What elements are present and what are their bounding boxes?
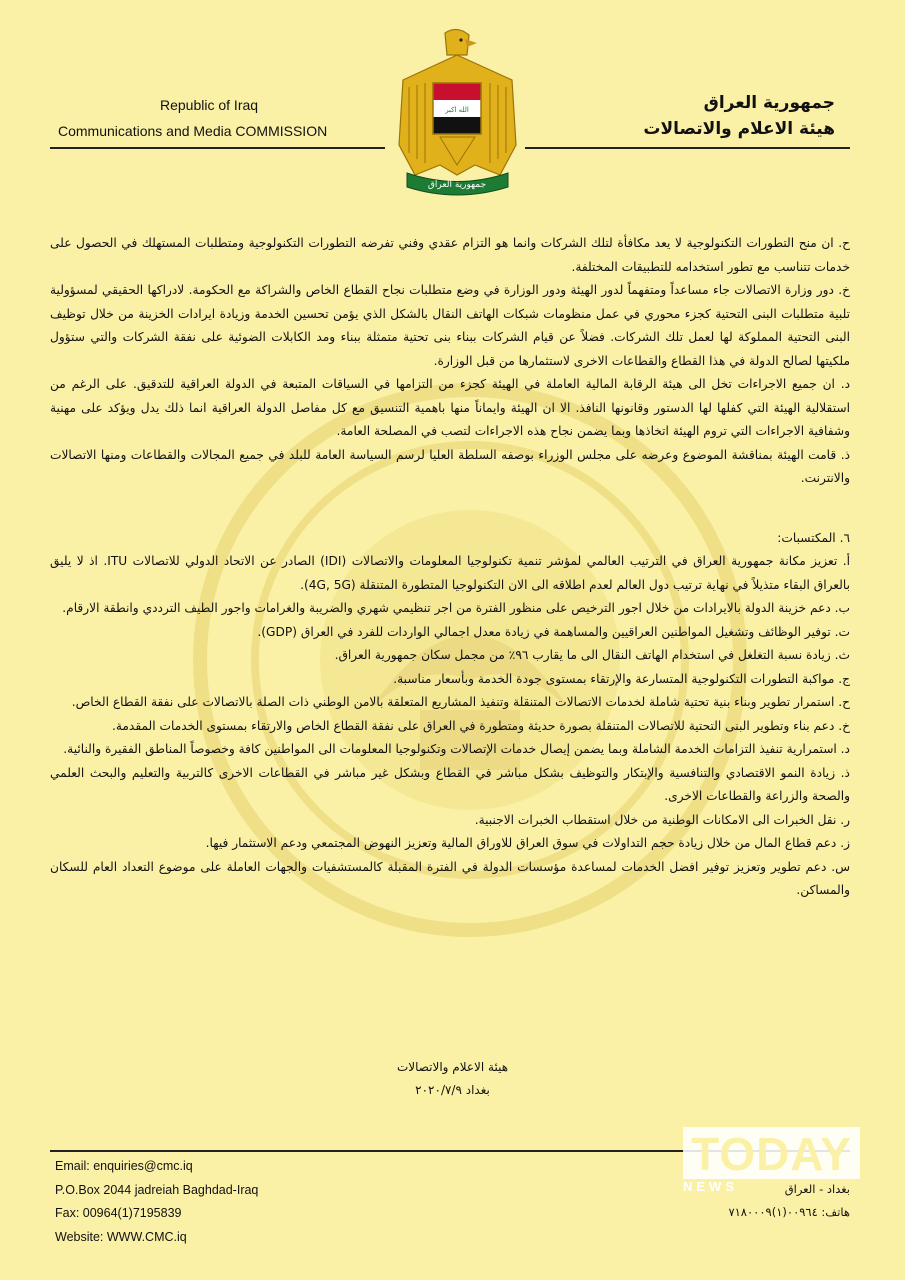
letter-body — [50, 232, 850, 903]
gain-item: ح. استمرار تطوير وبناء بنية تحتية شاملة لخدمات الاتصالات المتنقلة وتنفيذ المشاريع المتعلقة بالامن الوطني ذات الصلة بالاتصالات على نفقة القطاع الخاص. — [71, 695, 850, 709]
emblem-flag-text: الله اكبر — [445, 106, 469, 114]
gain-item: ث. زيادة نسبة التغلغل في استخدام الهاتف النقال الى ما يقارب ٩٦٪ من مجمل سكان جمهورية العراق. — [334, 648, 850, 662]
iraq-eagle-emblem — [395, 25, 520, 197]
gain-item: ج. مواكبة التطورات التكنولوجية المتسارعة والإرتقاء بمستوى جودة الخدمة وبأسعار مناسبة. — [393, 671, 850, 686]
emblem-scroll-text: جمهورية العراق — [427, 180, 487, 190]
gain-item: د. استمرارية تنفيذ التزامات الخدمة الشاملة وبما يضمن إيصال خدمات الإتصالات وتكنولوجيا المعلومات الى المواطنين كافة وخصوصاً المناطق الفقيرة والنائية. — [63, 742, 850, 756]
footer-pobox: P.O.Box 2044 jadreiah Baghdad-Iraq — [55, 1182, 259, 1197]
header-divider-right — [525, 147, 850, 149]
gain-item: ت. توفير الوظائف وتشغيل المواطنين العراقيين والمساهمة في زيادة معدل اجمالي الواردات للفرد في العراق (GDP). — [257, 624, 850, 639]
footer-contacts — [55, 1155, 258, 1249]
gain-item: س. دعم تطوير وتعزيز توفير افضل الخدمات لمساعدة مؤسسات الدولة في الفترة المقبلة كالمستشفيات والجهات العاملة على موضوع التعداد العام للسكان والمساكن. — [50, 859, 850, 897]
signature-org: هيئة الاعلام والاتصالات — [396, 1060, 509, 1074]
footer-website: Website: WWW.CMC.iq — [55, 1229, 187, 1244]
footer-fax: Fax: 00964(1)7195839 — [55, 1206, 182, 1220]
header-arabic — [575, 90, 835, 142]
republic-label-ar: جمهورية العراق — [703, 93, 835, 113]
commission-label: Communications and Media COMMISSION — [58, 123, 328, 139]
gain-item: خ. دعم بناء وتطوير البنى التحتية للاتصالات المتنقلة بصورة حديثة ومتطورة في العراق على نفقة القطاع الخاص والارتقاء بمستوى الخدمات المقدمة. — [112, 718, 850, 733]
gain-item: ب. دعم خزينة الدولة بالايرادات من خلال اجور الترخيص على منظور الفترة من اجر تنظيمي شهري والضريبة والغرامات واجور الطيف الترددي وانطقة الارقام. — [62, 601, 850, 615]
gain-item: أ. تعزيز مكانة جمهورية العراق في الترتيب العالمي لمؤشر تنمية تكنولوجيا المعلومات والاتصالات (IDI) الصادر عن الاتحاد الدولي للاتصالات ITU. اذ لا يليق بالعراق البقاء متذيلاً في نهاية ترتيب دول العالم لعدم اطلاقه الى الان التكنولوجيا المتطورة المتنقلة (4G, 5G). — [50, 554, 850, 592]
news-logo-text: NEWS — [683, 1179, 738, 1194]
paragraph-ha: ح. ان منح التطورات التكنولوجية لا يعد مكافأة لتلك الشركات وانما هو التزام عقدي وفني تفرضه التطورات التكنولوجية ومتطلبات المستهلك في الحصول على خدمات تتناسب مع تطور استخدامه للتطبيقات المختلفة. — [50, 236, 850, 274]
footer-city-ar: بغداد - العراق — [784, 1182, 850, 1196]
paragraph-dal: د. ان جميع الاجراءات تخل الى هيئة الرقابة المالية العاملة في الهيئة كجزء من التزامها في السياقات المتبعة في الدولة العراقية للتدقيق. على الرغم من استقلالية الهيئة التي كفلها لها الدستور وقانونها النافذ. الا ان الهيئة وايماناً منها باهمية التنسيق مع كل مفاصل الدولة العراقية انما ذلك يدل ويؤكد على مهنية وشفافية الاجراءات التي تروم الهيئة اتخاذها وبما يضمن نجاح هذه الاجراءات لتصب في المصلحة العامة. — [50, 377, 850, 438]
gain-item: ر. نقل الخبرات الى الامكانات الوطنية من خلال استقطاب الخبرات الاجنبية. — [474, 812, 850, 827]
header-divider-left — [50, 147, 385, 149]
today-logo-text: TODAY — [691, 1128, 852, 1180]
footer-phone-ar: هاتف: ٠٠٩٦٤(١)٧١٨٠٠٠٩ — [728, 1205, 850, 1219]
signature-date: بغداد ٢٠٢٠/٧/٩ — [415, 1083, 490, 1097]
spacer — [50, 491, 850, 527]
commission-label-ar: هيئة الاعلام والاتصالات — [643, 119, 835, 139]
section-title-gains: ٦. المكتسبات: — [777, 530, 850, 545]
footer-email: Email: enquiries@cmc.iq — [55, 1159, 193, 1173]
gain-item: ذ. زيادة النمو الاقتصادي والتنافسية والإبتكار والتوظيف بشكل مباشر في القطاع وبشكل غير مباشر في القطاعات الاخرى كالتربية والتعليم والبحث العلمي والصحة والزراعة والقطاعات الاخرى. — [50, 765, 850, 803]
today-news-logo — [683, 1127, 860, 1205]
paragraph-thal: ذ. قامت الهيئة بمناقشة الموضوع وعرضه على مجلس الوزراء بوصفه السلطة العليا لرسم السياسة العامة للبلد في جميع المجالات والقطاعات ومنها الاتصالات والانترنت. — [50, 447, 850, 485]
gain-item: ز. دعم قطاع المال من خلال زيادة حجم التداولات في سوق العراق للاوراق المالية وتعزيز النهوض المجتمعي ودعم الاستثمار فيها. — [205, 836, 850, 850]
paragraph-kha: خ. دور وزارة الاتصالات جاء مساعداً ومتفهماً لدور الهيئة ودور الوزارة في وضع متطلبات نجاح القطاع الخاص والشراكة مع الحكومة. لادراكها الحقيقي لمسؤولية تلبية متطلبات البنى التحتية كجزء محوري في عمل منظومات شبكات الهاتف النقال بالشكل الذي يؤمن تحسين الخدمة وزيادة ايرادات الخزينة من خلال توظيف البنى التحتية المملوكة لها لعمل تلك الشركات. فضلاً عن قيام الشركات ببناء بنى تحتية متمثلة ببناء ومد الكابلات الضوئية على نفقة الشركات والتي ستؤول ملكيتها لصالح الدولة في هذا القطاع والقطاعات الاخرى لاستثمارها من قبل الوزارة. — [50, 283, 850, 368]
header-english — [58, 92, 388, 144]
republic-label: Republic of Iraq — [160, 97, 259, 113]
